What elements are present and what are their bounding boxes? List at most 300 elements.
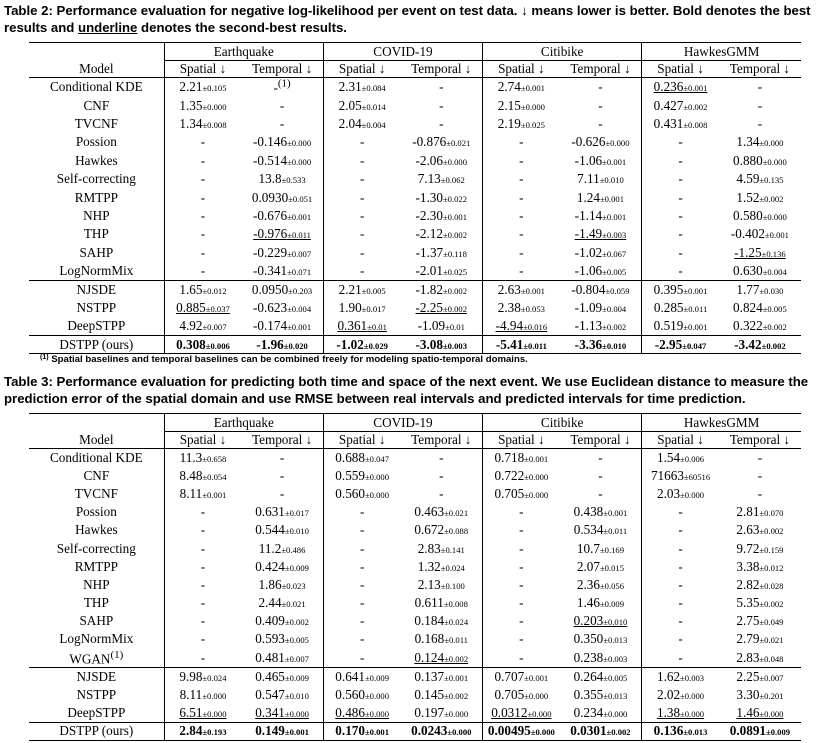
table-row <box>29 280 801 298</box>
table-cell <box>323 576 400 594</box>
table-cell <box>164 594 241 612</box>
cell-value: 0.409 <box>255 613 285 629</box>
table-cell <box>642 521 719 539</box>
cell-value: -1.13 <box>574 318 603 334</box>
table-cell <box>642 686 719 704</box>
table-cell <box>323 280 400 298</box>
cell-value: 1.65 <box>179 281 203 297</box>
cell-std: ±0.008 <box>202 119 227 130</box>
footnote-mark: (1) <box>277 78 291 90</box>
model-name: THP <box>83 595 109 611</box>
cell-value: 9.98 <box>179 668 203 684</box>
cell-std: ±0.002 <box>442 285 468 296</box>
table-cell <box>323 704 400 722</box>
model-header: Model <box>79 60 114 76</box>
cell-value: - <box>359 595 365 611</box>
cell-std: ±0.002 <box>444 690 469 701</box>
table-cell <box>323 594 400 612</box>
cell-value: - <box>439 467 444 483</box>
cell-value: -2.06 <box>415 152 443 168</box>
table-cell <box>323 467 400 485</box>
cell-value: 9.72 <box>736 540 760 556</box>
table-cell <box>241 467 323 485</box>
cell-std: ±0.009 <box>766 727 791 738</box>
cell-value: - <box>439 79 444 95</box>
table-cell <box>400 594 482 612</box>
table-cell <box>241 503 323 521</box>
cell-std: ±0.000 <box>520 101 545 112</box>
cell-value: -1.49 <box>574 226 603 242</box>
table-cell <box>400 576 482 594</box>
dataset-header: Citibike <box>483 43 642 61</box>
dataset-header: Earthquake <box>164 414 323 432</box>
cell-value: - <box>519 244 524 260</box>
cell-std: ±0.005 <box>361 285 386 296</box>
cell-value: -0.229 <box>253 244 288 260</box>
table-cell <box>719 704 801 722</box>
table-cell <box>164 170 241 188</box>
cell-value: - <box>279 115 285 131</box>
table-cell <box>719 612 801 630</box>
table-cell <box>323 96 400 114</box>
cell-value: - <box>200 595 206 611</box>
table-cell <box>483 115 560 133</box>
cell-value: 0.424 <box>255 558 285 574</box>
cell-value: - <box>359 244 365 260</box>
table-cell <box>483 170 560 188</box>
table-row <box>29 152 801 170</box>
cell-std: ±0.029 <box>363 340 388 351</box>
table-cell <box>719 115 801 133</box>
cell-value: - <box>519 134 524 150</box>
cell-value: -1.09 <box>574 299 603 315</box>
cell-std: ±0.004 <box>287 303 312 314</box>
cell-std: ±0.193 <box>202 727 227 738</box>
cell-std: ±0.059 <box>605 285 630 296</box>
cell-std: ±0.533 <box>281 175 306 186</box>
table-cell <box>164 115 241 133</box>
table-cell <box>642 280 719 298</box>
table-cell <box>323 485 400 503</box>
cell-std: ±0.011 <box>683 303 708 314</box>
cell-value: -1.25 <box>734 244 762 260</box>
table-cell <box>560 207 642 225</box>
table-cell <box>323 262 400 280</box>
cell-std: ±0.001 <box>524 453 549 464</box>
table-cell <box>241 152 323 170</box>
cell-value: 0.234 <box>573 704 604 720</box>
dataset-header: COVID-19 <box>323 414 482 432</box>
cell-value: 0.0930 <box>251 189 289 205</box>
cell-value: - <box>678 649 683 665</box>
cell-value: 0.341 <box>255 704 285 720</box>
table-cell <box>400 521 482 539</box>
cell-std: ±0.000 <box>603 708 628 719</box>
table-cell <box>560 225 642 243</box>
cell-value: - <box>359 631 365 647</box>
cell-value: - <box>598 449 603 465</box>
cell-std: ±0.070 <box>759 508 784 519</box>
table-cell <box>400 78 482 97</box>
temporal-header: Temporal ↓ <box>729 61 791 76</box>
cell-value: - <box>519 649 524 665</box>
cell-value: - <box>439 115 444 131</box>
table-cell <box>400 262 482 280</box>
cell-value: 0.463 <box>414 504 445 520</box>
cell-std: ±0.048 <box>759 653 784 664</box>
table-cell <box>323 317 400 335</box>
table-cell <box>400 96 482 114</box>
cell-std: ±0.002 <box>284 617 309 628</box>
table-cell <box>642 503 719 521</box>
cell-value: - <box>359 262 365 278</box>
table-cell <box>483 539 560 557</box>
table-cell <box>241 188 323 206</box>
cell-value: - <box>757 79 763 95</box>
table-cell <box>164 722 241 740</box>
table-cell <box>483 503 560 521</box>
cell-std: ±0.054 <box>202 471 227 482</box>
table-cell <box>241 539 323 557</box>
cell-std: ±0.001 <box>683 322 708 333</box>
cell-value: 0.631 <box>255 504 285 520</box>
cell-value: 2.81 <box>736 504 760 520</box>
table-row <box>29 485 801 503</box>
header-row-metrics <box>29 61 801 78</box>
cell-value: - <box>200 244 206 260</box>
table-cell <box>642 704 719 722</box>
table-cell <box>164 299 241 317</box>
table-cell <box>323 686 400 704</box>
cell-value: -0.626 <box>571 134 606 150</box>
cell-std: ±0.000 <box>680 489 705 500</box>
table-cell <box>719 630 801 648</box>
cell-std: ±0.000 <box>527 708 552 719</box>
cell-value: 0.519 <box>653 318 684 334</box>
cell-std: ±0.022 <box>442 193 468 204</box>
cell-value: 8.48 <box>179 467 203 483</box>
table-cell <box>164 207 241 225</box>
cell-value: 0.149 <box>255 723 285 739</box>
cell-value: 0.641 <box>335 668 365 684</box>
cell-std: ±0.001 <box>520 83 545 94</box>
table-cell <box>642 188 719 206</box>
model-name: NHP <box>83 576 110 592</box>
model-name: NHP <box>83 207 110 223</box>
table-cell <box>323 299 400 317</box>
table-cell <box>642 576 719 594</box>
cell-value: - <box>439 97 444 113</box>
table-row <box>29 78 801 97</box>
cell-std: ±0.001 <box>683 285 708 296</box>
table-cell <box>642 96 719 114</box>
table-row <box>29 262 801 280</box>
cell-value: 1.52 <box>736 189 760 205</box>
cell-value: 2.36 <box>576 576 600 592</box>
table-cell <box>241 225 323 243</box>
table-cell <box>164 317 241 335</box>
cell-value: 0.0243 <box>411 723 448 739</box>
cell-value: - <box>359 613 365 629</box>
cell-value: - <box>279 449 285 465</box>
cell-value: - <box>200 226 206 242</box>
table-cell <box>241 576 323 594</box>
cell-value: -0.876 <box>412 134 447 150</box>
cell-std: ±0.000 <box>364 489 390 500</box>
table-cell <box>164 558 241 576</box>
cell-std: ±0.159 <box>759 544 784 555</box>
cell-value: 0.705 <box>494 686 525 702</box>
temporal-header: Temporal ↓ <box>411 61 472 76</box>
model-name: NJSDE <box>29 280 164 298</box>
cell-std: ±0.000 <box>605 138 630 149</box>
table-cell <box>642 170 719 188</box>
spatial-header: Spatial ↓ <box>483 432 560 449</box>
table-cell <box>400 115 482 133</box>
table-cell <box>400 686 482 704</box>
cell-value: 11.3 <box>179 449 203 465</box>
table-cell <box>323 207 400 225</box>
table-cell <box>483 649 560 668</box>
table-cell <box>483 133 560 151</box>
table-cell <box>719 262 801 280</box>
dataset-header: HawkesGMM <box>642 414 801 432</box>
cell-value: 2.74 <box>497 79 521 95</box>
table-cell <box>642 539 719 557</box>
cell-std: ±0.010 <box>602 340 627 351</box>
table-cell <box>719 335 801 353</box>
table-cell <box>483 299 560 317</box>
table-cell <box>164 576 241 594</box>
table-cell <box>400 722 482 740</box>
cell-std: ±0.658 <box>202 453 227 464</box>
table-cell <box>483 722 560 740</box>
cell-std: ±0.000 <box>364 708 390 719</box>
cell-value: 0.0312 <box>491 704 528 720</box>
cell-value: -0.676 <box>253 207 288 223</box>
header-row-datasets <box>29 43 801 61</box>
cell-value: 0.184 <box>414 613 445 629</box>
cell-value: -1.09 <box>417 318 446 334</box>
table-cell <box>164 335 241 353</box>
table-cell <box>642 630 719 648</box>
table-cell <box>323 612 400 630</box>
table-cell <box>241 485 323 503</box>
cell-std: ±0.000 <box>680 690 705 701</box>
cell-std: ±60516 <box>683 471 711 482</box>
cell-std: ±0.002 <box>442 303 468 314</box>
table-cell <box>560 449 642 467</box>
table-cell <box>719 78 801 97</box>
cell-value: 1.32 <box>417 558 441 574</box>
table-cell <box>560 667 642 685</box>
model-name: NJSDE <box>29 667 164 685</box>
model-name: WGAN$^{(1)}$ <box>69 648 124 666</box>
cell-value: 0.718 <box>494 449 525 465</box>
cell-value: - <box>757 467 763 483</box>
footnote-mark: (1) <box>110 648 124 661</box>
cell-std: ±0.012 <box>759 562 784 573</box>
cell-std: ±0.000 <box>447 727 472 738</box>
table-cell <box>164 503 241 521</box>
cell-value: - <box>678 244 683 260</box>
cell-std: ±0.015 <box>599 562 625 573</box>
table-cell <box>642 667 719 685</box>
cell-std: ±0.010 <box>284 690 309 701</box>
table-cell <box>560 335 642 353</box>
table-cell <box>560 299 642 317</box>
table-cell <box>241 704 323 722</box>
cell-std: ±0.001 <box>202 489 227 500</box>
cell-std: ±0.013 <box>603 690 628 701</box>
cell-value: 1.62 <box>656 668 681 684</box>
cell-value: 10.7 <box>576 540 600 556</box>
table-cell <box>719 299 801 317</box>
cell-value: 2.79 <box>736 631 760 647</box>
table-cell <box>483 152 560 170</box>
cell-std: ±0.002 <box>759 599 784 610</box>
cell-value: 0.170 <box>335 723 365 739</box>
cell-std: ±0.105 <box>202 83 227 94</box>
table-cell <box>719 170 801 188</box>
cell-value: - <box>678 576 683 592</box>
cell-std: ±0.012 <box>202 285 227 296</box>
cell-std: ±0.011 <box>444 635 468 646</box>
table-row <box>29 244 801 262</box>
cell-value: - <box>359 171 365 187</box>
table-cell <box>719 485 801 503</box>
cell-value: - <box>519 613 524 629</box>
table-cell <box>642 244 719 262</box>
table-cell <box>719 133 801 151</box>
table-cell <box>323 225 400 243</box>
cell-value: - <box>359 226 365 242</box>
cell-std: ±0.002 <box>683 101 708 112</box>
model-name: Possion <box>75 504 117 520</box>
table-cell <box>241 594 323 612</box>
cell-std: ±0.141 <box>440 544 465 555</box>
model-name: LogNormMix <box>59 631 134 647</box>
cell-value: 0.560 <box>335 686 365 702</box>
cell-value: 1.46 <box>736 704 760 720</box>
table-cell <box>719 467 801 485</box>
cell-value: - <box>200 558 206 574</box>
table-cell <box>483 449 560 467</box>
table3 <box>29 413 801 741</box>
cell-value: - <box>757 449 763 465</box>
cell-value: 0.611 <box>414 595 444 611</box>
temporal-header: Temporal ↓ <box>251 432 313 447</box>
table2-footnote: $^{(1)}$ Spatial baselines and temporal baselines can be combined freely for modeling spatio-temporal domains. <box>40 354 528 365</box>
table-cell <box>241 335 323 353</box>
cell-value: 0.481 <box>255 649 285 665</box>
cell-value: -3.42 <box>734 336 762 352</box>
table-cell <box>164 704 241 722</box>
table-cell <box>164 152 241 170</box>
cell-value: 1.24 <box>576 189 600 205</box>
table-cell <box>400 539 482 557</box>
temporal-header: Temporal ↓ <box>570 432 631 447</box>
table-cell <box>164 225 241 243</box>
cell-std: ±0.009 <box>284 562 309 573</box>
table-cell <box>164 485 241 503</box>
model-name: Hawkes <box>75 152 118 168</box>
table-row <box>29 704 801 722</box>
table-row <box>29 225 801 243</box>
table-row <box>29 503 801 521</box>
table-row <box>29 521 801 539</box>
table-cell <box>642 612 719 630</box>
table-row <box>29 467 801 485</box>
cell-std: ±0.053 <box>520 303 545 314</box>
cell-value: 0.465 <box>255 668 285 684</box>
table-cell <box>642 722 719 740</box>
cell-std: ±0.007 <box>287 248 312 259</box>
cell-value: - <box>598 485 603 501</box>
table-row <box>29 188 801 206</box>
cell-std: ±0.016 <box>523 322 548 333</box>
table-cell <box>642 152 719 170</box>
table-cell <box>719 503 801 521</box>
table-row <box>29 335 801 353</box>
cell-value: -4.94 <box>495 318 524 334</box>
table-cell <box>241 133 323 151</box>
table-cell <box>241 558 323 576</box>
cell-value: - <box>519 504 524 520</box>
table-cell <box>400 667 482 685</box>
cell-value: 3.38 <box>736 558 760 574</box>
table-cell <box>323 133 400 151</box>
cell-std: ±0.023 <box>281 580 306 591</box>
cell-value: - <box>359 522 365 538</box>
cell-value: 2.63 <box>736 522 760 538</box>
cell-value: - <box>359 558 365 574</box>
cell-std: ±0.010 <box>603 617 628 628</box>
cell-value: - <box>200 207 206 223</box>
table-cell <box>483 78 560 97</box>
cell-value: 0.707 <box>494 668 525 684</box>
table-cell <box>560 280 642 298</box>
cell-value: 4.59 <box>736 171 760 187</box>
table-cell <box>560 133 642 151</box>
cell-value: -0.804 <box>571 281 606 297</box>
cell-value: 0.688 <box>335 449 365 465</box>
table-cell <box>164 539 241 557</box>
cell-value: 0.885 <box>176 299 206 315</box>
cell-value: 4.92 <box>179 318 203 334</box>
cell-std: ±0.001 <box>364 727 390 738</box>
cell-std: ±0.001 <box>603 508 628 519</box>
table-cell <box>642 558 719 576</box>
cell-value: 0.630 <box>733 262 763 278</box>
cell-value: - <box>200 649 206 665</box>
cell-std: ±0.201 <box>759 690 784 701</box>
spatial-header: Spatial ↓ <box>642 61 719 78</box>
cell-std: ±0.000 <box>287 156 312 167</box>
table-cell <box>483 521 560 539</box>
table-cell <box>164 649 241 668</box>
cell-value: -1.37 <box>415 244 444 260</box>
dataset-header: COVID-19 <box>323 43 482 61</box>
cell-std: ±0.017 <box>284 508 309 519</box>
table-cell <box>719 594 801 612</box>
table-cell <box>642 115 719 133</box>
cell-std: ±0.024 <box>444 617 469 628</box>
table-cell <box>241 667 323 685</box>
cell-value: -$^{(1)}$ <box>273 78 291 96</box>
cell-value: 2.31 <box>338 79 362 95</box>
table-cell <box>483 96 560 114</box>
